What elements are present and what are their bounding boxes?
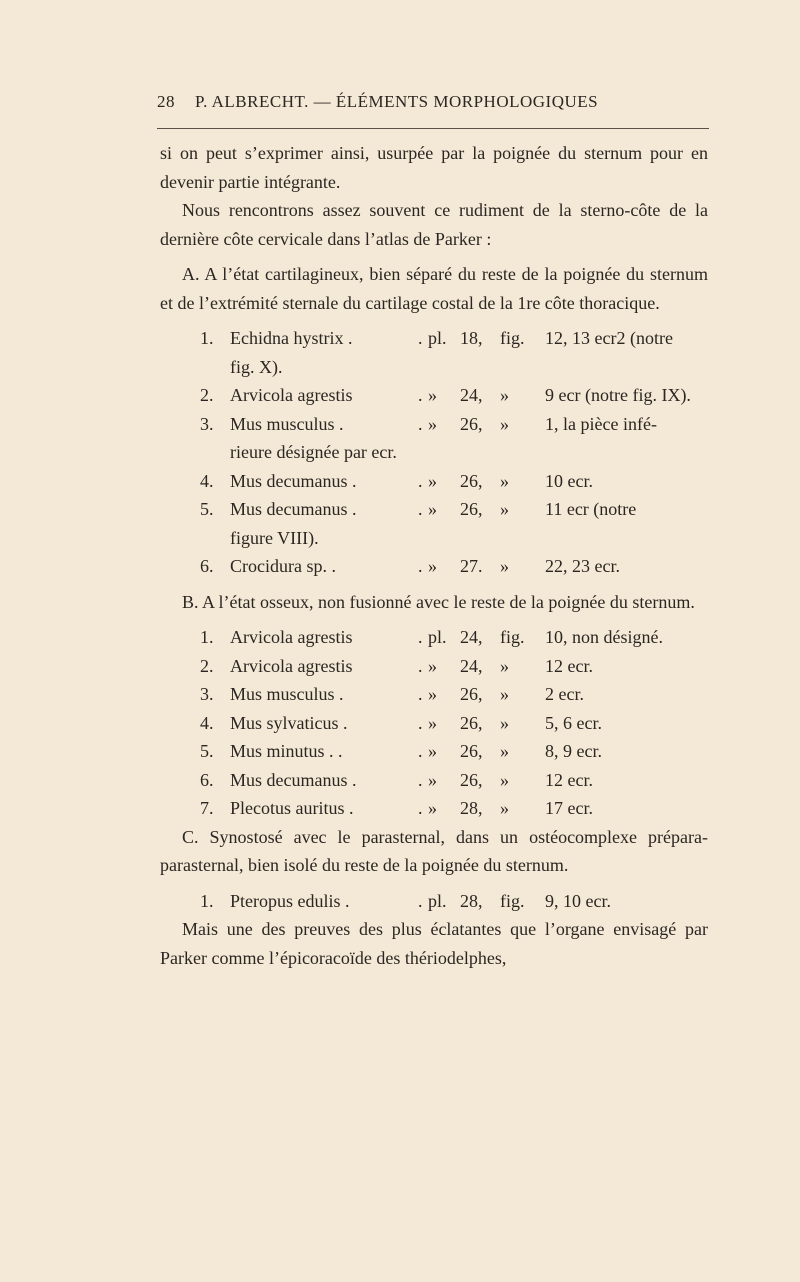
leader-dot: .: [418, 328, 423, 348]
list-item: [160, 623, 708, 652]
leader-dot: .: [418, 499, 423, 519]
leader-dot: .: [418, 470, 423, 491]
running-header: [157, 92, 709, 112]
species-name: Arvicola agrestis: [230, 385, 353, 405]
item-number: 1.: [200, 627, 214, 647]
list-item-continuation: fig. X).: [230, 356, 283, 377]
list-item: [160, 467, 708, 496]
figure: fig.: [500, 890, 525, 911]
item-number: 2.: [200, 385, 214, 405]
plate-number: 26,: [460, 470, 483, 491]
figure-ref: 1, la pièce infé-: [545, 413, 657, 434]
section-b: B. A l’état osseux, non fusionné avec le reste de la poignée du sternum.: [182, 591, 695, 612]
plate-number: 26,: [460, 499, 483, 519]
item-number: 6.: [200, 556, 214, 576]
species-name: Crocidura sp. .: [230, 556, 336, 576]
list-item: [160, 680, 708, 709]
plate-number: 26,: [460, 769, 483, 790]
list-item: [160, 766, 708, 795]
leader-dot: .: [418, 385, 423, 405]
figure: »: [500, 499, 509, 519]
list-a: [160, 324, 708, 581]
item-number: 3.: [200, 413, 214, 434]
list-item: [160, 887, 708, 916]
figure: »: [500, 655, 509, 676]
species-name: Mus musculus .: [230, 684, 344, 704]
section-a: A. A l’état cartilagineux, bien séparé du reste de la poignée du sternum et de l’extrémité sternale du cartilage costal de la 1re côte thoracique.: [160, 264, 708, 313]
figure: »: [500, 798, 509, 818]
leader-dot: .: [418, 627, 423, 647]
item-number: 4.: [200, 470, 214, 491]
list-item: [160, 737, 708, 766]
figure: »: [500, 556, 509, 576]
leader-dot: .: [418, 655, 423, 676]
list-item: [160, 324, 708, 353]
item-number: 5.: [200, 741, 214, 761]
plate: »: [428, 470, 437, 491]
list-item: [160, 552, 708, 581]
header-title: P. ALBRECHT. — ÉLÉMENTS MORPHOLOGIQUES: [195, 92, 599, 111]
plate: »: [428, 684, 437, 704]
figure-ref: 17 ecr.: [545, 798, 593, 818]
list-item: [160, 709, 708, 738]
plate: »: [428, 741, 437, 761]
figure-ref: 12, 13 ecr2 (notre: [545, 328, 673, 348]
figure-ref: 10, non désigné.: [545, 627, 663, 647]
plate-number: 24,: [460, 627, 483, 647]
item-number: 3.: [200, 684, 214, 704]
plate: pl.: [428, 890, 447, 911]
plate-number: 24,: [460, 655, 483, 676]
figure-ref: 9, 10 ecr.: [545, 890, 611, 911]
plate: »: [428, 712, 437, 733]
list-item-continuation: figure VIII).: [230, 527, 319, 548]
species-name: Mus musculus .: [230, 413, 344, 434]
plate: »: [428, 385, 437, 405]
leader-dot: .: [418, 712, 423, 733]
item-number: 7.: [200, 798, 214, 818]
figure: »: [500, 769, 509, 790]
plate: pl.: [428, 627, 447, 647]
figure: »: [500, 470, 509, 491]
plate: pl.: [428, 328, 447, 348]
section-c: C. Synostosé avec le parasternal, dans un ostéocomplexe prépara-parasternal, bien isolé du reste de la poignée du sternum.: [160, 826, 708, 875]
leader-dot: .: [418, 741, 423, 761]
plate-number: 26,: [460, 684, 483, 704]
plate: »: [428, 499, 437, 519]
header-rule: [157, 128, 709, 129]
figure: »: [500, 385, 509, 405]
figure: fig.: [500, 328, 525, 348]
list-item: [160, 410, 708, 439]
plate-number: 27.: [460, 556, 483, 576]
plate-number: 26,: [460, 413, 483, 434]
figure: »: [500, 413, 509, 434]
paragraph: si on peut s’exprimer ainsi, usurpée par la poignée du sternum pour en devenir partie intégrante.: [160, 143, 708, 192]
figure-ref: 12 ecr.: [545, 769, 593, 790]
plate: »: [428, 413, 437, 434]
species-name: Arvicola agrestis: [230, 655, 353, 676]
species-name: Mus sylvaticus .: [230, 712, 348, 733]
figure-ref: 8, 9 ecr.: [545, 741, 602, 761]
paragraph: Mais une des preuves des plus éclatantes que l’organe envisagé par Parker comme l’épicoracoïde des thériodelphes,: [160, 919, 708, 968]
page-body: [160, 139, 708, 972]
leader-dot: .: [418, 413, 423, 434]
figure-ref: 2 ecr.: [545, 684, 584, 704]
species-name: Mus decumanus .: [230, 470, 357, 491]
page-number: 28: [157, 92, 175, 111]
list-item-continuation: rieure désignée par ecr.: [230, 442, 397, 462]
list-item: [160, 794, 708, 823]
plate-number: 28,: [460, 890, 483, 911]
species-name: Echidna hystrix .: [230, 328, 353, 348]
plate-number: 26,: [460, 741, 483, 761]
figure-ref: 10 ecr.: [545, 470, 593, 491]
list-c: [160, 887, 708, 916]
item-number: 1.: [200, 328, 214, 348]
list-item: [160, 652, 708, 681]
leader-dot: .: [418, 769, 423, 790]
species-name: Mus decumanus .: [230, 769, 357, 790]
paragraph: Nous rencontrons assez souvent ce rudiment de la sterno-côte de la dernière côte cervicale dans l’atlas de Parker :: [160, 200, 708, 249]
plate-number: 28,: [460, 798, 483, 818]
figure: »: [500, 684, 509, 704]
item-number: 2.: [200, 655, 214, 676]
list-item: [160, 495, 708, 524]
species-name: Arvicola agrestis: [230, 627, 353, 647]
leader-dot: .: [418, 798, 423, 818]
item-number: 1.: [200, 890, 214, 911]
plate: »: [428, 556, 437, 576]
plate-number: 24,: [460, 385, 483, 405]
item-number: 4.: [200, 712, 214, 733]
figure: »: [500, 712, 509, 733]
item-number: 5.: [200, 499, 214, 519]
plate: »: [428, 655, 437, 676]
plate: »: [428, 798, 437, 818]
figure-ref: 12 ecr.: [545, 655, 593, 676]
list-item: [160, 381, 708, 410]
leader-dot: .: [418, 890, 423, 911]
figure-ref: 5, 6 ecr.: [545, 712, 602, 733]
figure-ref: 9 ecr (notre fig. IX).: [545, 385, 691, 405]
list-b: [160, 623, 708, 823]
species-name: Mus minutus . .: [230, 741, 343, 761]
figure-ref: 22, 23 ecr.: [545, 556, 620, 576]
plate-number: 18,: [460, 328, 483, 348]
plate: »: [428, 769, 437, 790]
species-name: Mus decumanus .: [230, 499, 357, 519]
species-name: Pteropus edulis .: [230, 890, 350, 911]
plate-number: 26,: [460, 712, 483, 733]
leader-dot: .: [418, 556, 423, 576]
species-name: Plecotus auritus .: [230, 798, 354, 818]
figure: fig.: [500, 627, 525, 647]
figure-ref: 11 ecr (notre: [545, 499, 637, 519]
item-number: 6.: [200, 769, 214, 790]
figure: »: [500, 741, 509, 761]
leader-dot: .: [418, 684, 423, 704]
